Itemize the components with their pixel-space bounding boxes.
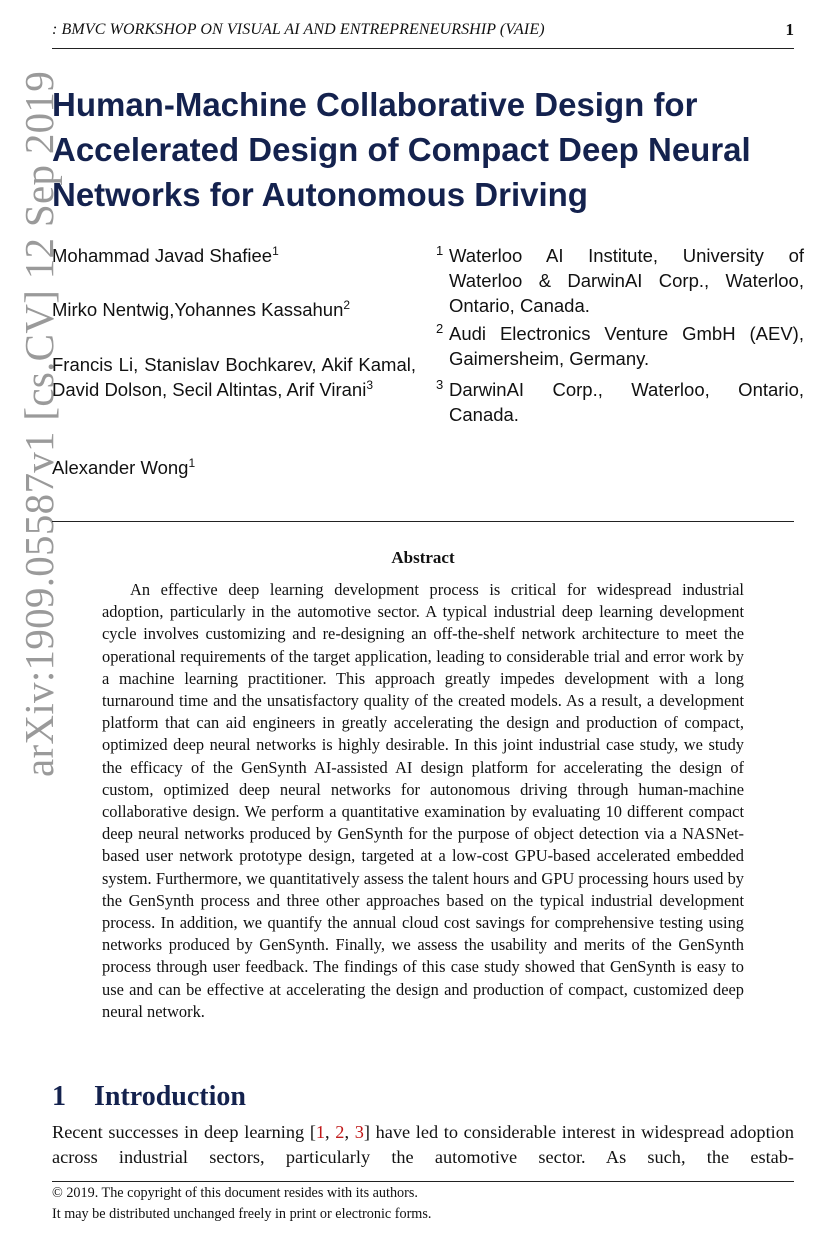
author-names: Mohammad Javad Shafiee <box>52 245 273 266</box>
copyright-notice: © 2019. The copyright of this document resides with its authors. <box>52 1185 418 1201</box>
affiliation-number: 1 <box>436 242 444 258</box>
abstract-heading: Abstract <box>391 548 455 567</box>
author-names: Mirko Nentwig,Yohannes Kassahun <box>52 299 344 320</box>
affiliation-text: Waterloo AI Institute, University of Waterloo & DarwinAI Corp., Waterloo, Ontario, Canada. <box>449 245 804 316</box>
affiliation-number: 3 <box>436 376 444 392</box>
author-group-3 <box>52 352 416 402</box>
citation-separator: , <box>344 1122 355 1142</box>
running-header <box>52 20 794 49</box>
author-affiliation-marker: 1 <box>272 243 279 258</box>
affiliation-text: DarwinAI Corp., Waterloo, Ontario, Canada. <box>449 379 804 425</box>
citation-link-3[interactable]: 3 <box>354 1122 364 1142</box>
citation-link-1[interactable]: 1 <box>315 1122 326 1142</box>
intro-text: Recent successes in deep learning [ <box>52 1122 316 1142</box>
author-group-1 <box>52 243 416 268</box>
author-names: Francis Li, Stanislav Bochkarev, Akif Kamal, David Dolson, Secil Altintas, Arif Virani <box>52 354 416 400</box>
author-group-4 <box>52 455 416 480</box>
citation-separator: , <box>325 1122 336 1142</box>
author-names: Alexander Wong <box>52 457 189 478</box>
footer-divider <box>52 1181 794 1182</box>
paper-title: Human-Machine Collaborative Design for Accelerated Design of Compact Deep Neural Networks for Autonomous Driving <box>52 86 751 213</box>
arxiv-identifier: arXiv:1909.05587v1 [cs.CV] 12 Sep 2019 <box>16 70 62 778</box>
author-affiliation-marker: 2 <box>343 297 351 312</box>
affiliation-number: 2 <box>436 320 444 336</box>
running-title: : BMVC WORKSHOP ON VISUAL AI AND ENTREPRENEURSHIP (VAIE) <box>52 21 545 38</box>
intro-text: ] have led to considerable interest in widespread adoption across industrial sectors, particularly the automotive sector. As such, the estab- <box>52 1122 795 1167</box>
citation-link-2[interactable]: 2 <box>335 1122 345 1142</box>
abstract-text: An effective deep learning development process is critical for widespread industrial adoption, particularly in the automotive sector. A typical industrial deep learning development cycle involves customizing and re-designing an off-the-shelf network architecture to meet the operational requirements of the target application, leading to considerable trial and error work by a machine learning practitioner. This approach greatly impedes development with a long turnaround time and the unsatisfactory quality of the created models. As a result, a development platform that can aid engineers in greatly accelerating the design and production of compact, optimized deep neural networks is highly desirable. In this joint industrial case study, we study the efficacy of the GenSynth AI-assisted AI design platform for accelerating the design of custom, optimized deep neural networks for autonomous driving through human-machine collaborative design. We perform a quantitative examination by evaluating 10 different compact deep neural networks produced by GenSynth for the purpose of object detection via a NASNet-based user network prototype design, targeted at a low-cost GPU-based accelerated embedded system. Furthermore, we quantitatively assess the talent hours and GPU processing hours used by the GenSynth process and three other approaches based on the typical industrial development process. In addition, we quantify the annual cloud cost savings for comprehensive testing using networks produced by GenSynth. Finally, we assess the usability and merits of the GenSynth process through user feedback. The findings of this case study showed that GenSynth is easy to use and can be effective at accelerating the design and production of compact, customized deep neural network. <box>102 580 744 1021</box>
affiliation-3 <box>436 377 804 427</box>
section-heading-introduction <box>52 1081 246 1113</box>
distribution-notice: It may be distributed unchanged freely in print or electronic forms. <box>52 1206 432 1222</box>
author-group-2 <box>52 297 416 322</box>
affiliation-text: Audi Electronics Venture GmbH (AEV), Gaimersheim, Germany. <box>449 323 804 369</box>
front-matter-divider <box>52 521 794 522</box>
section-title: Introduction <box>94 1081 246 1112</box>
section-number: 1 <box>52 1081 66 1112</box>
affiliation-2 <box>436 321 804 371</box>
author-affiliation-marker: 3 <box>366 377 373 392</box>
affiliation-1 <box>436 243 804 318</box>
page-number: 1 <box>785 20 794 39</box>
author-affiliation-marker: 1 <box>188 455 196 470</box>
introduction-paragraph <box>52 1120 794 1170</box>
